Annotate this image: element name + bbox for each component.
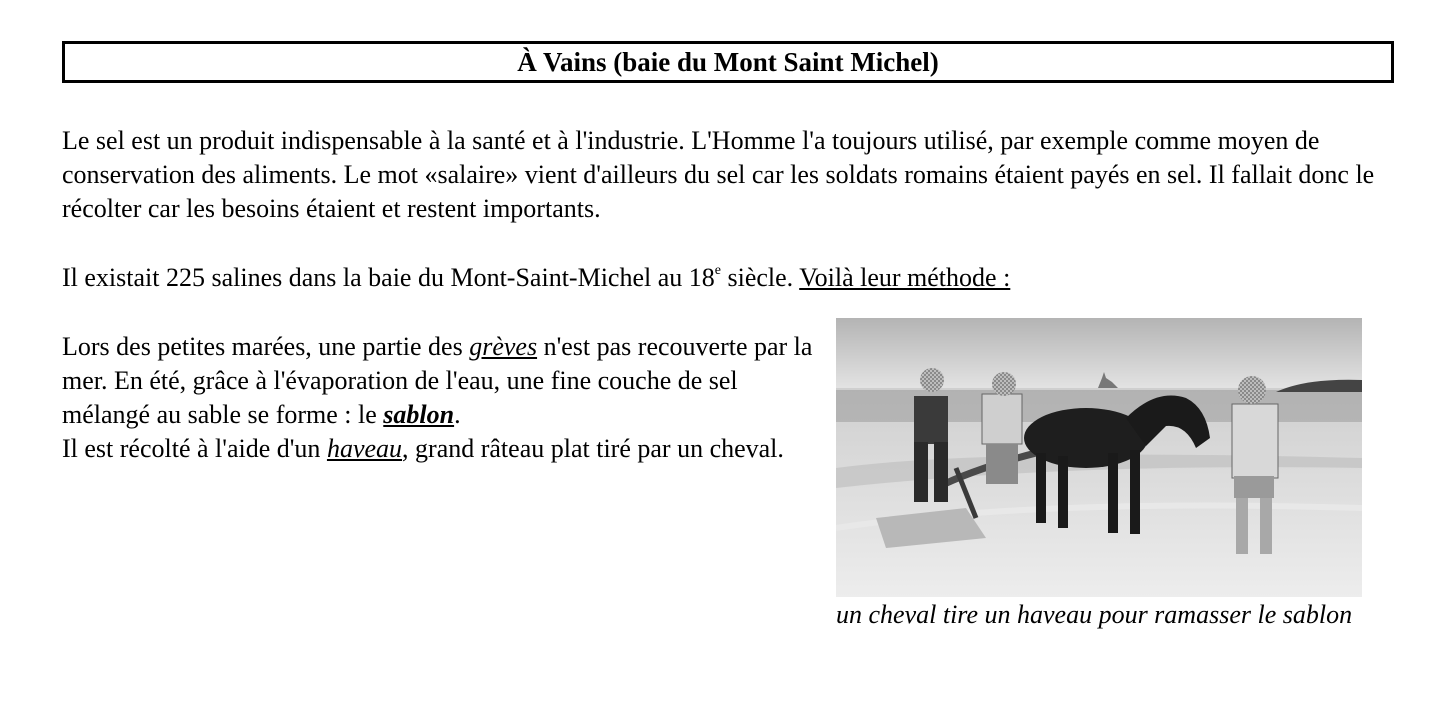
- method-text-5: , grand râteau plat tiré par un cheval.: [402, 434, 784, 463]
- term-haveau: haveau: [326, 434, 403, 463]
- method-text-3: .: [454, 400, 461, 429]
- method-text-2: n'est pas recouverte par la mer. En été, grâce à l'évaporation de l'eau, une fine couche de sel mélangé au sable se forme : le: [62, 332, 813, 429]
- history-text: Il existait 225 salines dans la baie du Mont-Saint-Michel au 18: [62, 263, 715, 292]
- term-greves: grèves: [469, 332, 538, 361]
- photo-caption: un cheval tire un haveau pour ramasser le sablon: [836, 600, 1353, 629]
- century-superscript: e: [714, 263, 721, 279]
- term-sablon: sablon: [383, 400, 455, 429]
- page-title: [62, 41, 1394, 83]
- salt-harvest-photo: [836, 318, 1362, 597]
- intro-paragraph: Le sel est un produit indispensable à la santé et à l'industrie. L'Homme l'a toujours utilisé, par exemple comme moyen de conservation des aliments. Le mot «salaire» vient d'ailleurs du sel car les soldats romains étaient payés en sel. Il fallait donc le récolter car les besoins étaient et restent importants.: [62, 126, 1375, 223]
- method-paragraph: [62, 330, 832, 466]
- history-text-after: siècle.: [720, 263, 800, 292]
- method-text-4: Il est récolté à l'aide d'un: [62, 434, 327, 463]
- method-text-1: Lors des petites marées, une partie des: [62, 332, 470, 361]
- page-title-text: À Vains (baie du Mont Saint Michel): [517, 46, 939, 77]
- history-paragraph: [62, 261, 1402, 295]
- method-heading: Voilà leur méthode :: [799, 263, 1011, 292]
